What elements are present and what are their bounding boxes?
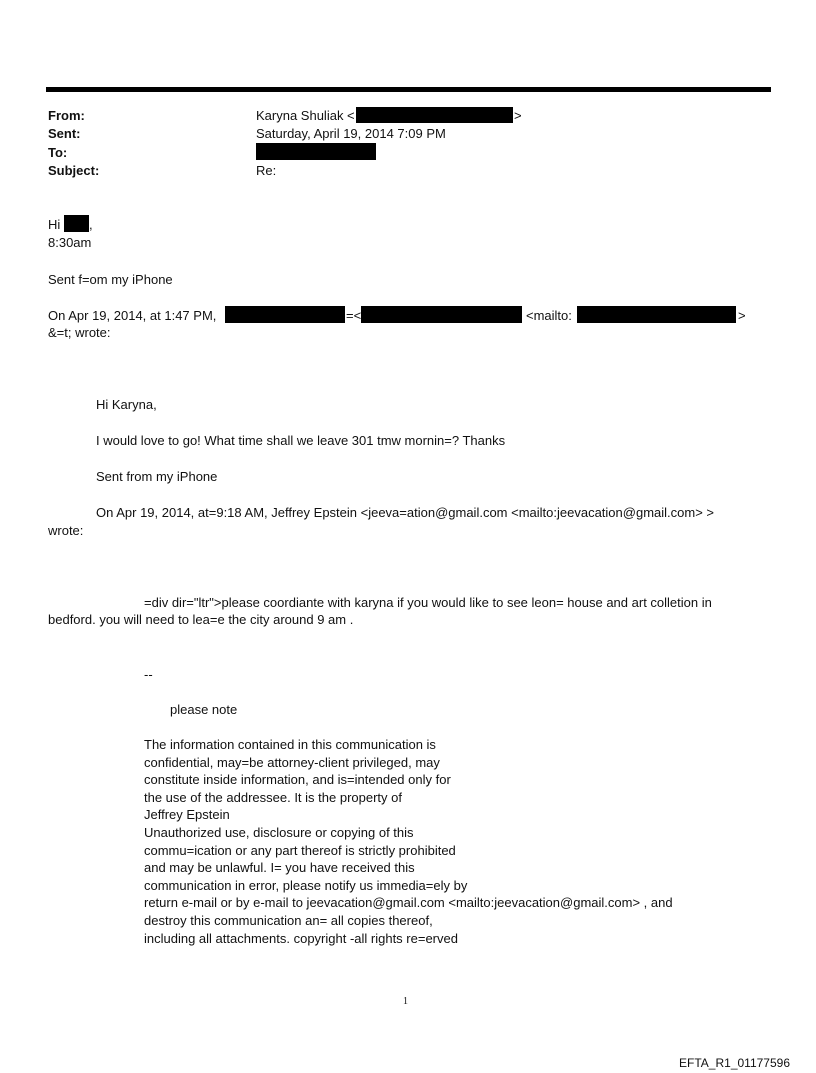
reply-greeting-comma: ,: [89, 217, 93, 232]
page-number: 1: [403, 996, 408, 1007]
inner-message-line: =div dir="ltr">please coordiante with karyna if you would like to see leon= house and art colletion in: [144, 595, 712, 610]
disclaimer-line: and may be unlawful. I= you have received this: [144, 860, 415, 876]
reply-sent-from: Sent f=om my iPhone: [48, 272, 173, 287]
redaction-block: [356, 107, 513, 123]
redaction-block: [225, 306, 345, 323]
sent-value: Saturday, April 19, 2014 7:09 PM: [256, 126, 446, 141]
disclaimer-line: the use of the addressee. It is the property of: [144, 789, 402, 805]
disclaimer-line: confidential, may=be attorney-client privileged, may: [144, 754, 440, 770]
disclaimer: [144, 736, 673, 947]
sent-label: Sent:: [48, 126, 81, 141]
redaction-block: [256, 143, 376, 160]
disclaimer-line: constitute inside information, and is=intended only for: [144, 772, 451, 788]
bates-number: EFTA_R1_01177596: [679, 1056, 790, 1070]
redaction-block: [577, 306, 736, 323]
signature-separator: --: [144, 667, 153, 682]
disclaimer-line: The information contained in this communication is: [144, 737, 436, 752]
quoted-greeting: Hi Karyna,: [96, 397, 157, 412]
quote-close: >: [738, 308, 746, 323]
reply-greeting: Hi: [48, 217, 61, 232]
quoted-sent-from: Sent from my iPhone: [96, 469, 218, 484]
note-heading: please note: [170, 702, 238, 717]
header-rule: [46, 87, 771, 92]
disclaimer-line: Unauthorized use, disclosure or copying of this: [144, 824, 414, 840]
reply-time: 8:30am: [48, 235, 92, 250]
to-label: To:: [48, 145, 68, 160]
from-label: From:: [48, 108, 85, 123]
inner-message-line: bedford. you will need to lea=e the city around 9 am .: [48, 612, 354, 627]
quote-prefix: On Apr 19, 2014, at 1:47 PM,: [48, 308, 217, 323]
quoted-attribution: On Apr 19, 2014, at=9:18 AM, Jeffrey Epstein <jeeva=ation@gmail.com <mailto:jeevacation@gmail.com> >: [96, 505, 714, 520]
from-close: >: [514, 108, 522, 123]
disclaimer-line: communication in error, please notify us immedia=ely by: [144, 877, 468, 893]
disclaimer-line: destroy this communication an= all copies thereof,: [144, 912, 433, 928]
quote-mailto: <mailto:: [526, 308, 572, 323]
redaction-block: [64, 215, 89, 232]
redaction-block: [361, 306, 522, 323]
quoted-body: I would love to go! What time shall we leave 301 tmw mornin=? Thanks: [96, 433, 506, 448]
quoted-attribution-wrote: wrote:: [48, 523, 84, 538]
quote-mid: =<: [346, 308, 362, 323]
from-value: Karyna Shuliak <: [256, 108, 355, 123]
subject-label: Subject:: [48, 163, 100, 178]
disclaimer-line: Jeffrey Epstein: [144, 807, 230, 823]
subject-value: Re:: [256, 163, 277, 178]
disclaimer-line: commu=ication or any part thereof is strictly prohibited: [144, 842, 456, 858]
disclaimer-line: return e-mail or by e-mail to jeevacation@gmail.com <mailto:jeevacation@gmail.com> , and: [144, 895, 673, 911]
quote-end: &=t; wrote:: [48, 325, 111, 340]
disclaimer-line: including all attachments. copyright -all rights re=erved: [144, 930, 458, 946]
